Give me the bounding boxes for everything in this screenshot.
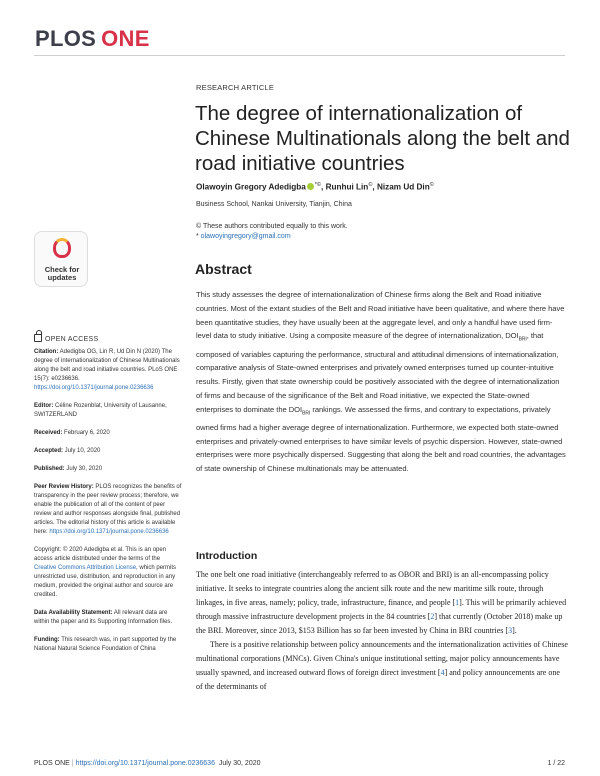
accepted-date: July 10, 2020 — [63, 448, 101, 454]
introduction-heading: Introduction — [196, 550, 258, 562]
abstract-text: , that composed of variables capturing the performance, structural and attitudinal dimensions of internationalization, comparative analysis of State-owned enterprises and privately owned enterprises turned up counter-intuitive results. Firstly, given that state ownership could be positively associated with the degree of internationalization of firms and because of the significance of the Belt and Road initiative, we expected the State-owned enterprises to dominate the DOI — [196, 331, 560, 414]
logo-one-text: ONE — [101, 26, 150, 51]
data-availability-block — [34, 609, 184, 627]
abstract-subscript: BRI — [302, 410, 311, 417]
peer-review-label: Peer Review History: — [34, 484, 94, 490]
badge-label — [35, 266, 89, 282]
reference-link[interactable]: 1 — [455, 598, 460, 607]
contribution-note: © These authors contributed equally to this work. — [196, 223, 348, 230]
citation-label: Citation: — [34, 349, 59, 355]
footer-date: July 30, 2020 — [218, 760, 261, 767]
editor-block — [34, 402, 184, 420]
article-metadata-sidebar — [34, 333, 184, 663]
paragraph-text: ]. — [512, 626, 517, 635]
license-link[interactable]: Creative Commons Attribution License — [34, 565, 137, 571]
corresponding-star: * — [196, 233, 201, 240]
reference-link[interactable]: 4 — [440, 668, 445, 677]
paragraph — [196, 638, 568, 694]
data-availability-text: All relevant data are within the paper and its Supporting Information files. — [34, 610, 173, 625]
author-name[interactable]: Nizam Ud Din — [376, 182, 430, 192]
abstract-body — [196, 288, 566, 476]
header-divider — [34, 55, 565, 56]
author-name[interactable]: Olawoyin Gregory Adedigba — [196, 182, 306, 192]
accepted-label: Accepted: — [34, 448, 64, 454]
citation-block — [34, 348, 184, 393]
author-marks: © — [429, 182, 434, 188]
published-date: July 30, 2020 — [64, 466, 103, 472]
copyright-text: Copyright: © 2020 Adedigba et al. This is an open access article distributed under the terms of the — [34, 547, 167, 562]
footer-citation — [34, 760, 261, 767]
peer-review-block — [34, 483, 184, 537]
check-for-updates-badge[interactable] — [34, 231, 88, 287]
corresponding-note — [196, 232, 348, 242]
badge-line-2: updates — [47, 273, 77, 282]
open-lock-icon — [34, 334, 42, 342]
crossmark-icon — [53, 238, 71, 258]
received-label: Received: — [34, 430, 63, 436]
abstract-text: This study assesses the degree of internationalization of Chinese firms along the Belt and Road initiative countries. Most of the extant studies of the Belt and Road initiative have been qualitative, and where there have been quantitative studies, they have usually been at the aggregate level, and only a handful have used firm-level data to study initiative. Using a composite measure of the degree of internationalization, DOI — [196, 290, 565, 341]
badge-line-1: Check for — [44, 265, 80, 274]
footer-doi-link[interactable]: https://doi.org/10.1371/journal.pone.0236636 — [75, 760, 215, 767]
footer-journal: PLOS ONE — [34, 760, 70, 767]
author-name[interactable]: Runhui Lin — [325, 182, 369, 192]
page-number: 1 / 22 — [547, 760, 565, 767]
citation-doi-link[interactable]: https://doi.org/10.1371/journal.pone.0236636 — [34, 385, 154, 391]
author-marks: © — [368, 182, 373, 188]
logo-plos-text: PLOS — [35, 26, 97, 51]
open-access-text: OPEN ACCESS — [45, 336, 99, 343]
paragraph-text: ] and policy announcements are one of the determinants of — [196, 668, 560, 691]
abstract-heading: Abstract — [195, 261, 252, 277]
funding-label: Funding: — [34, 637, 60, 643]
paragraph-text: There is a positive relationship between policy announcements and the internationalization activities of Chinese multinational corporations (MNCs). Given China's unique institutional setting, major policy announcements have usually spawned, and increased outward flows of foreign direct investment [ — [196, 640, 568, 677]
paragraph-text: ]. This will be primarily achieved through massive infrastructure development projects in the 84 countries [ — [196, 598, 567, 621]
funding-block — [34, 636, 184, 654]
author-notes — [196, 222, 348, 242]
article-title: The degree of internationalization of Chinese Multinationals along the belt and road initiative countries — [195, 102, 570, 175]
received-date: February 6, 2020 — [62, 430, 110, 436]
orcid-icon[interactable] — [307, 183, 314, 190]
received-block — [34, 429, 184, 438]
editor-label: Editor: — [34, 403, 54, 409]
introduction-body — [196, 568, 568, 694]
paragraph — [196, 568, 568, 638]
author-separator: , — [321, 182, 326, 192]
accepted-block — [34, 447, 184, 456]
footer-separator: | — [71, 760, 74, 767]
published-label: Published: — [34, 466, 65, 472]
editor-text: Céline Rozenblat, University of Lausanne, SWITZERLAND — [34, 403, 167, 418]
corresponding-email-link[interactable]: olawoyingregory@gmail.com — [200, 233, 291, 240]
peer-review-link[interactable]: https://doi.org/10.1371/journal.pone.0236636 — [49, 529, 169, 535]
article-type: RESEARCH ARTICLE — [196, 83, 275, 92]
author-list — [196, 182, 434, 192]
journal-logo[interactable] — [35, 26, 150, 52]
reference-link[interactable]: 3 — [508, 626, 513, 635]
abstract-text: rankings. We assessed the firms, and contrary to expectations, privately owned firms had a higher average degree of internationalization. Furthermore, we expected both state-owned enterprises and privately-owned enterprises to have similar levels of psychic dispersion. However, state-owned enterprises were more psychically dispersed. Suggesting that along the belt and road countries, the advantages of state ownership of Chinese multinationals may be attenuated. — [196, 404, 566, 474]
author-separator: , — [372, 182, 377, 192]
citation-text: Adedigba OG, Lin R, Ud Din N (2020) The degree of internationalization of Chinese Multinationals along the belt and road initiative countries. PLoS ONE 15(7): e0236636. — [34, 349, 180, 382]
copyright-text-end: , which permits unrestricted use, distribution, and reproduction in any medium, provided the original author and source are credited. — [34, 565, 177, 598]
data-availability-label: Data Availability Statement: — [34, 610, 113, 616]
paragraph-text: ] that currently (October 2018) make up the BRI. Moreover, since 2013, $153 Billion has so far been invested by China in BRI countries [ — [196, 612, 563, 635]
paragraph-text: The one belt one road initiative (interchangeably referred to as OBOR and BRI) is an all-encompassing policy initiative. It seeks to integrate countries along the ancient silk route and the new maritime silk route, through linkages, in five areas, namely; policy, trade, infrastructure, finance, and people [ — [196, 570, 549, 607]
peer-review-text: PLOS recognizes the benefits of transparency in the peer review process; therefore, we enable the publication of all of the content of peer review and author responses alongside final, published articles. The editorial history of this article is available here: — [34, 484, 182, 535]
abstract-subscript: BRI — [518, 336, 527, 343]
open-access-label — [34, 333, 184, 344]
author-affiliation: Business School, Nankai University, Tianjin, China — [196, 201, 352, 208]
author-marks: *© — [314, 182, 321, 188]
reference-link[interactable]: 2 — [430, 612, 435, 621]
published-block — [34, 465, 184, 474]
funding-text: This research was, in part supported by the National Natural Science Foundation of China — [34, 637, 177, 652]
copyright-block — [34, 546, 184, 600]
